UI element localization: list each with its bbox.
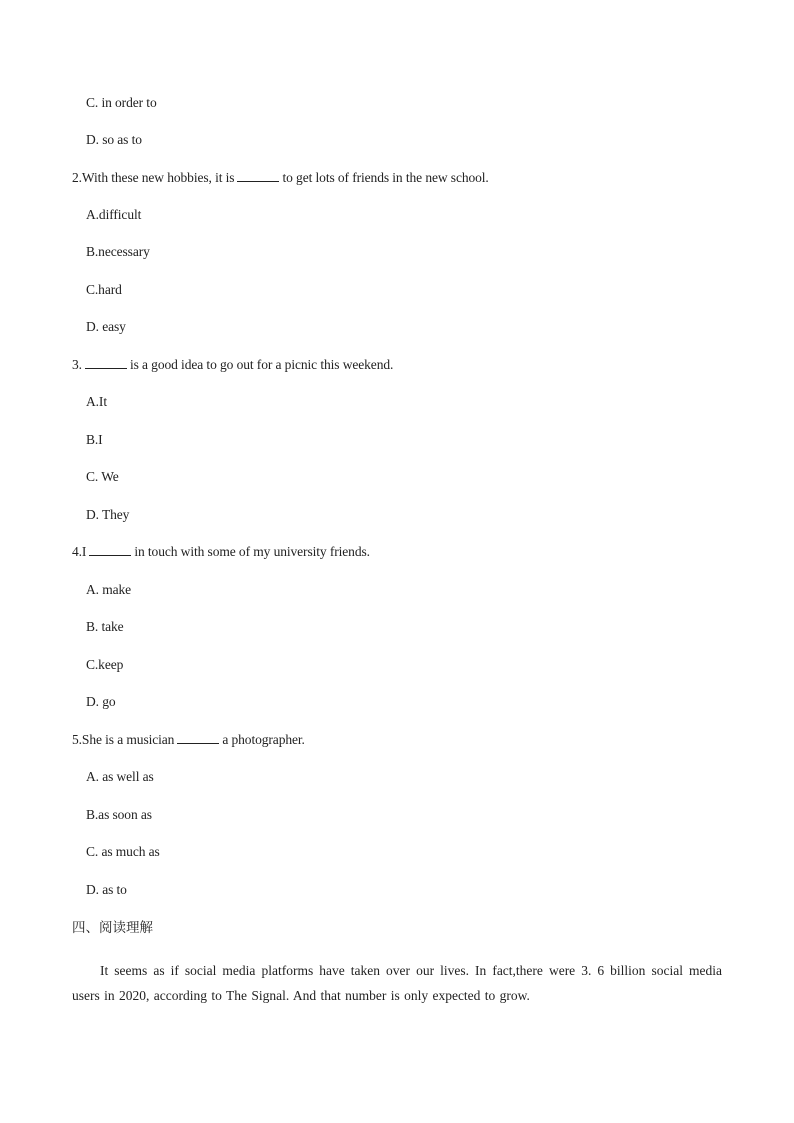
q2-stem-before: 2.With these new hobbies, it is: [72, 170, 235, 185]
reading-passage: It seems as if social media platforms have taken over our lives. In fact,there were 3. 6 billion social media users in 2020, according to The Signal. And that number is only expected to grow.: [72, 963, 722, 1003]
q3-option-a: A.It: [86, 394, 107, 409]
q1-option-c: C. in order to: [86, 95, 157, 110]
q2-stem-after: to get lots of friends in the new school.: [282, 170, 489, 185]
q5-option-a: A. as well as: [86, 769, 154, 784]
q4-option-c: C.keep: [86, 657, 124, 672]
q3-option-c: C. We: [86, 469, 119, 484]
q5-option-c: C. as much as: [86, 844, 160, 859]
q1-option-d: D. so as to: [86, 132, 142, 147]
section-heading: 四、阅读理解: [72, 920, 153, 936]
q3-stem: [72, 356, 393, 374]
q2-option-b: B.necessary: [86, 244, 150, 259]
q2-stem: [72, 169, 489, 187]
q2-blank: [237, 170, 279, 182]
q3-blank: [85, 357, 127, 369]
q5-stem-before: 5.She is a musician: [72, 732, 175, 747]
q3-option-d: D. They: [86, 507, 130, 522]
q4-option-d: D. go: [86, 694, 116, 709]
q2-option-d: D. easy: [86, 319, 126, 334]
q4-stem-before: 4.I: [72, 544, 87, 559]
q4-stem: [72, 543, 370, 561]
q4-blank: [89, 544, 131, 556]
q3-stem-before: 3.: [72, 357, 82, 372]
q3-option-b: B.I: [86, 432, 103, 447]
q4-option-b: B. take: [86, 619, 124, 634]
q5-stem: [72, 731, 305, 749]
q3-stem-after: is a good idea to go out for a picnic this weekend.: [129, 357, 394, 372]
q5-option-b: B.as soon as: [86, 807, 152, 822]
q2-option-c: C.hard: [86, 282, 122, 297]
q5-stem-after: a photographer.: [222, 732, 305, 747]
q4-stem-after: in touch with some of my university friends.: [134, 544, 370, 559]
q5-option-d: D. as to: [86, 882, 127, 897]
q4-option-a: A. make: [86, 582, 132, 597]
q5-blank: [177, 732, 219, 744]
q2-option-a: A.difficult: [86, 207, 142, 222]
